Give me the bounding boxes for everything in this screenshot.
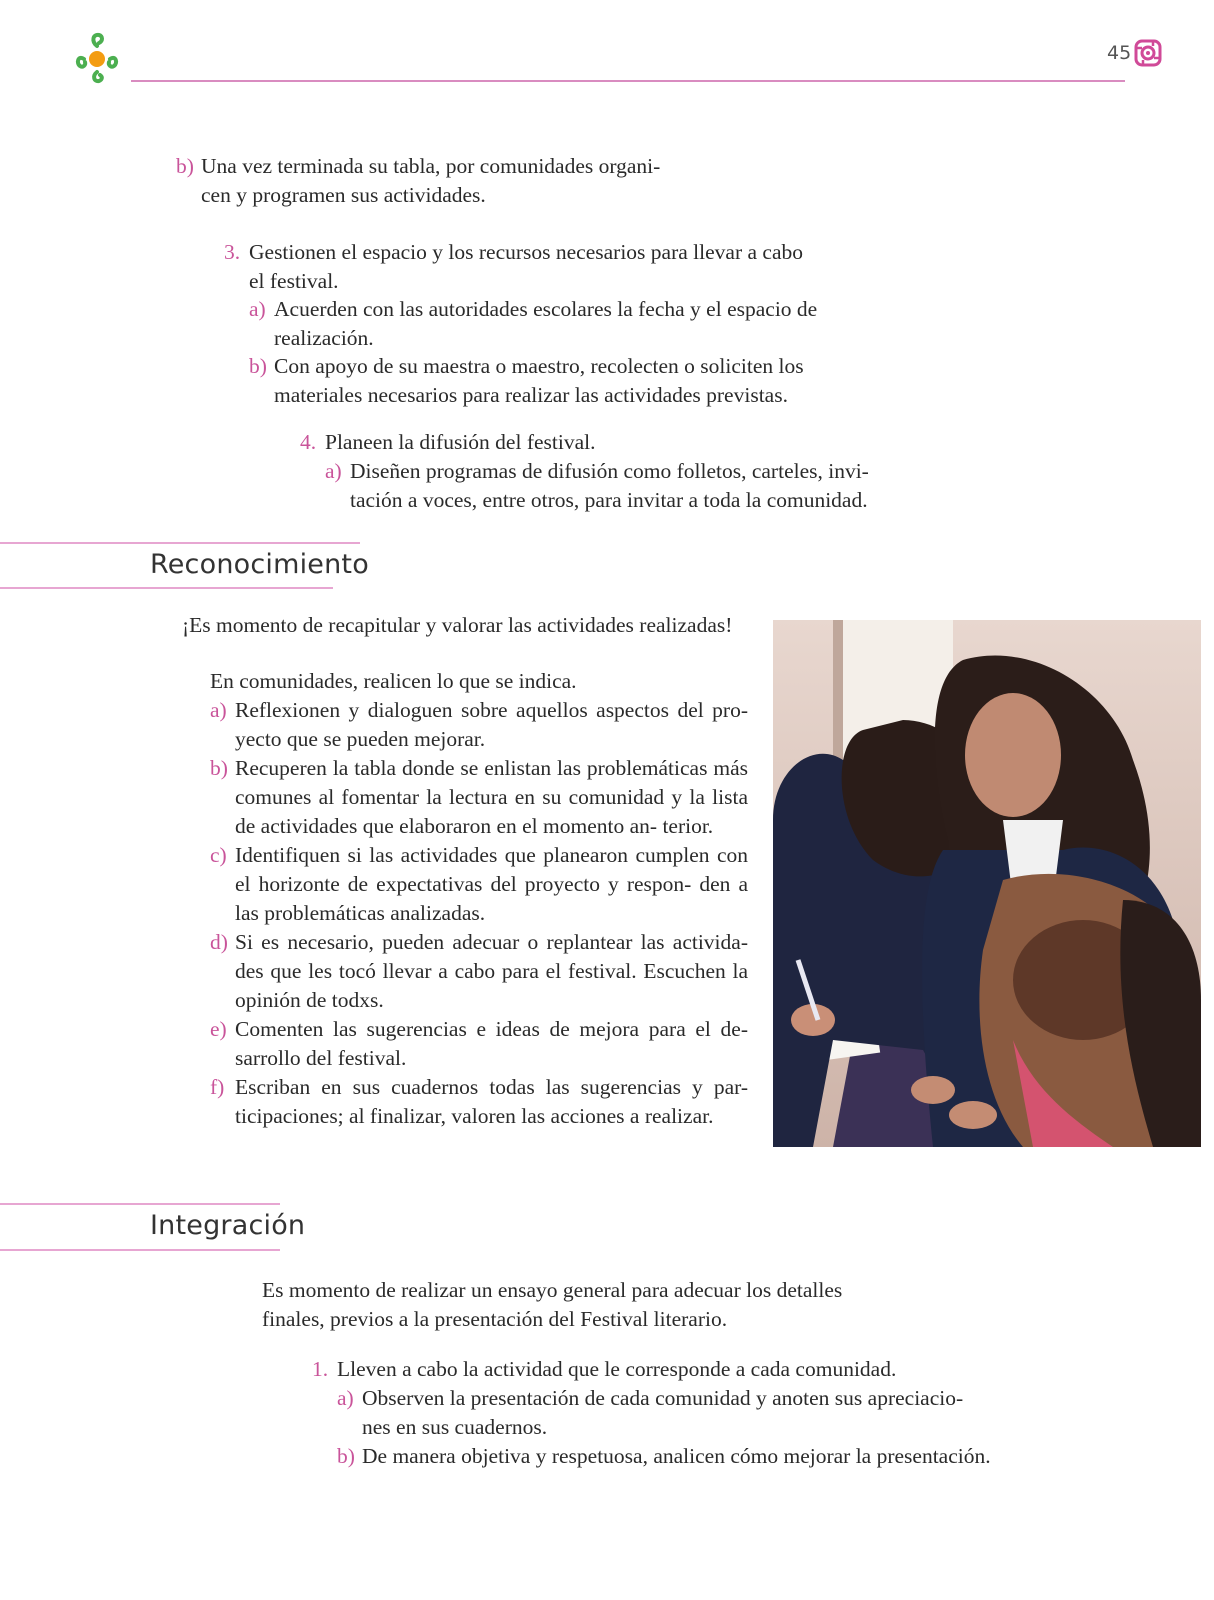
students-writing-photo <box>773 620 1201 1147</box>
step-number: 3. <box>224 240 241 264</box>
step-4: 4. Planeen la difusión del festival. <box>300 428 940 457</box>
list-item: f) Escriban en sus cuadernos todas las sugerencias y par- ticipaciones; al finalizar, valoren las acciones a realizar. <box>210 1075 748 1128</box>
reconocimiento-intro: ¡Es momento de recapitular y valorar las actividades realizadas! <box>182 613 733 637</box>
step-3: 3. Gestionen el espacio y los recursos necesarios para llevar a cabo el festival. <box>224 240 803 293</box>
list-item: c) Identifiquen si las actividades que planearon cumplen con el horizonte de expectativas del proyecto y respon- den a las problemáticas analizadas. <box>210 843 748 925</box>
list-item: d) Si es necesario, pueden adecuar o replantear las activida- des que les tocó llevar a cabo para el festival. Escuchen la opinión de todxs. <box>210 930 748 1012</box>
item-label: b) <box>337 1444 355 1468</box>
page-number: 45 <box>1107 42 1132 64</box>
item-label: b) <box>249 354 267 378</box>
section-title-integracion: Integración <box>150 1210 306 1241</box>
integracion-step-1-item-a: a) Observen la presentación de cada comunidad y anoten sus apreciacio- nes en sus cuadernos. <box>337 1386 964 1439</box>
section-rule-bottom <box>0 1249 280 1251</box>
reconocimiento-instruction: En comunidades, realicen lo que se indica. <box>210 669 577 693</box>
item-label: a) <box>325 459 342 483</box>
section-title-reconocimiento: Reconocimiento <box>150 549 369 580</box>
item-label: a) <box>249 297 266 321</box>
section-rule-top <box>0 1203 280 1205</box>
integracion-step-1-item-b: b) De manera objetiva y respetuosa, analicen cómo mejorar la presentación. <box>337 1442 1017 1471</box>
reconocimiento-list <box>210 696 748 1131</box>
pink-glyph-icon <box>1133 38 1163 68</box>
item-label: b) <box>176 154 194 178</box>
list-item: b) Recuperen la tabla donde se enlistan las problemáticas más comunes al fomentar la lectura en su comunidad y la lista de actividades que elaboraron en el momento an- terior. <box>210 756 748 838</box>
integracion-intro: Es momento de realizar un ensayo general para adecuar los detalles finales, previos a la presentación del Festival literario. <box>262 1278 843 1331</box>
section-rule-bottom <box>0 587 333 589</box>
step-3-item-a: a) Acuerden con las autoridades escolares la fecha y el espacio de realización. <box>249 297 818 350</box>
step-3-item-b: b) Con apoyo de su maestra o maestro, recolecten o soliciten los materiales necesarios para realizar las actividades previstas. <box>249 354 804 407</box>
list-item: a) Reflexionen y dialoguen sobre aquellos aspectos del pro- yecto que se pueden mejorar. <box>210 698 748 751</box>
section-rule-top <box>0 542 360 544</box>
flower-logo-icon <box>70 32 124 84</box>
item-b-organize: b) Una vez terminada su tabla, por comunidades organi- cen y programen sus actividades. <box>176 154 661 207</box>
list-item: e) Comenten las sugerencias e ideas de mejora para el de- sarrollo del festival. <box>210 1017 748 1070</box>
header-rule <box>131 80 1125 82</box>
step-4-item-a: a) Diseñen programas de difusión como folletos, carteles, invi- tación a voces, entre otros, para invitar a toda la comunidad. <box>325 459 869 512</box>
step-number: 4. <box>300 430 317 454</box>
step-number: 1. <box>312 1357 329 1381</box>
item-label: a) <box>337 1386 354 1410</box>
integracion-step-1: 1. Lleven a cabo la actividad que le corresponde a cada comunidad. <box>312 1355 1012 1384</box>
